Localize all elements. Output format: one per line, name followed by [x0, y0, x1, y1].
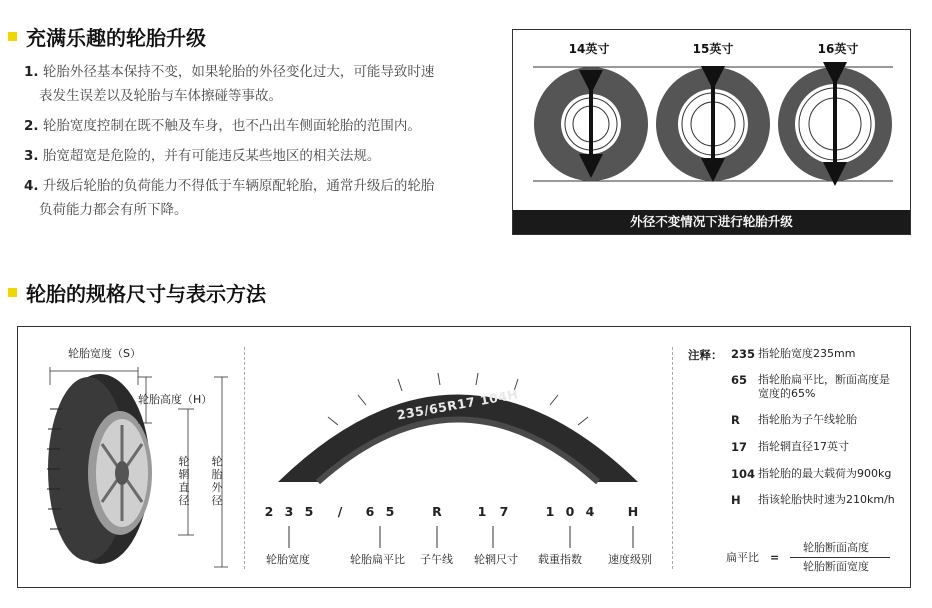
sidewall-code-text: 235/65R17 104H	[395, 386, 520, 423]
list-item: 4. 升级后轮胎的负荷能力不得低于车辆原配轮胎，通常升级后的轮胎 负荷能力都会有所下降。	[24, 178, 435, 218]
label-outer-diameter: 轮胎外径	[211, 455, 223, 507]
divider	[672, 347, 673, 569]
tire-side-illustration	[28, 349, 238, 574]
tire-sidewall-illustration	[268, 347, 648, 487]
section-title-upgrade: 充满乐趣的轮胎升级	[26, 26, 206, 50]
list-item: 3. 胎宽超宽是危险的，并有可能违反某些地区的相关法规。	[24, 148, 381, 164]
label-rim-diameter: 轮辋直径	[178, 455, 190, 507]
code-label-width: 轮胎宽度	[266, 553, 310, 566]
tire-upgrade-diagram	[512, 29, 911, 235]
note-code-65: 65	[731, 373, 748, 387]
notes-heading: 注释：	[688, 348, 723, 362]
code-char-7: 7	[499, 504, 509, 519]
code-connector-lines	[258, 522, 658, 552]
note-desc-17: 指轮辋直径17英寸	[758, 440, 849, 453]
section-title-spec: 轮胎的规格尺寸与表示方法	[26, 282, 266, 306]
note-desc-r: 指轮胎为子午线轮胎	[758, 413, 857, 426]
label-tire-height: 轮胎高度（H）	[138, 393, 213, 406]
divider	[244, 347, 245, 569]
note-desc-235: 指轮胎宽度235mm	[758, 347, 856, 360]
ratio-equals: =	[770, 551, 780, 564]
code-char-5b: 5	[385, 504, 395, 519]
section-bullet	[8, 288, 17, 297]
size-label-16: 16英寸	[817, 42, 859, 56]
code-char-6: 6	[365, 504, 375, 519]
size-label-14: 14英寸	[568, 42, 610, 56]
code-label-rim-size: 轮辋尺寸	[474, 553, 518, 566]
label-tire-width: 轮胎宽度（S）	[68, 347, 141, 360]
code-label-load-index: 载重指数	[538, 553, 582, 566]
code-char-r: R	[432, 504, 442, 519]
code-char-slash: /	[337, 504, 343, 519]
note-desc-65: 指轮胎扁平比，断面高度是 宽度的65%	[758, 373, 890, 400]
ratio-numerator: 轮胎断面高度	[803, 541, 869, 554]
code-char-1: 1	[477, 504, 487, 519]
ratio-label: 扁平比	[726, 551, 759, 564]
section-bullet	[8, 32, 17, 41]
list-item: 2. 轮胎宽度控制在既不触及车身，也不凸出车侧面轮胎的范围内。	[24, 118, 421, 134]
note-code-104: 104	[731, 467, 756, 481]
code-char-3: 3	[284, 504, 294, 519]
note-code-h: H	[731, 493, 741, 507]
code-char-5: 5	[304, 504, 314, 519]
code-char-1b: 1	[545, 504, 555, 519]
code-char-0: 0	[565, 504, 575, 519]
code-label-speed-rating: 速度级别	[608, 553, 652, 566]
note-desc-h: 指该轮胎快时速为210km/h	[758, 493, 895, 506]
code-char-4: 4	[585, 504, 595, 519]
upgrade-list	[24, 60, 479, 222]
tire-16-graphic	[778, 67, 892, 181]
tire-14-graphic	[534, 67, 648, 181]
ratio-denominator: 轮胎断面宽度	[803, 560, 869, 573]
note-code-17: 17	[731, 440, 748, 454]
code-label-aspect-ratio: 轮胎扁平比	[350, 553, 405, 566]
note-code-r: R	[731, 413, 740, 427]
tire-comparison-graphic	[513, 58, 910, 208]
list-item: 1. 轮胎外径基本保持不变，如果轮胎的外径变化过大，可能导致时速 表发生误差以及轮胎与车体擦碰等事故。	[24, 64, 435, 104]
code-char-h: H	[627, 504, 639, 519]
note-code-235: 235	[731, 347, 756, 361]
code-char-2: 2	[264, 504, 274, 519]
ratio-fraction-bar	[790, 557, 890, 558]
tire-spec-panel	[17, 326, 911, 588]
tire-15-graphic	[656, 67, 770, 181]
code-label-radial: 子午线	[420, 553, 453, 566]
diagram-caption: 外径不变情况下进行轮胎升级	[513, 210, 910, 234]
note-desc-104: 指轮胎的最大载荷为900kg	[758, 467, 892, 480]
size-label-15: 15英寸	[692, 42, 734, 56]
